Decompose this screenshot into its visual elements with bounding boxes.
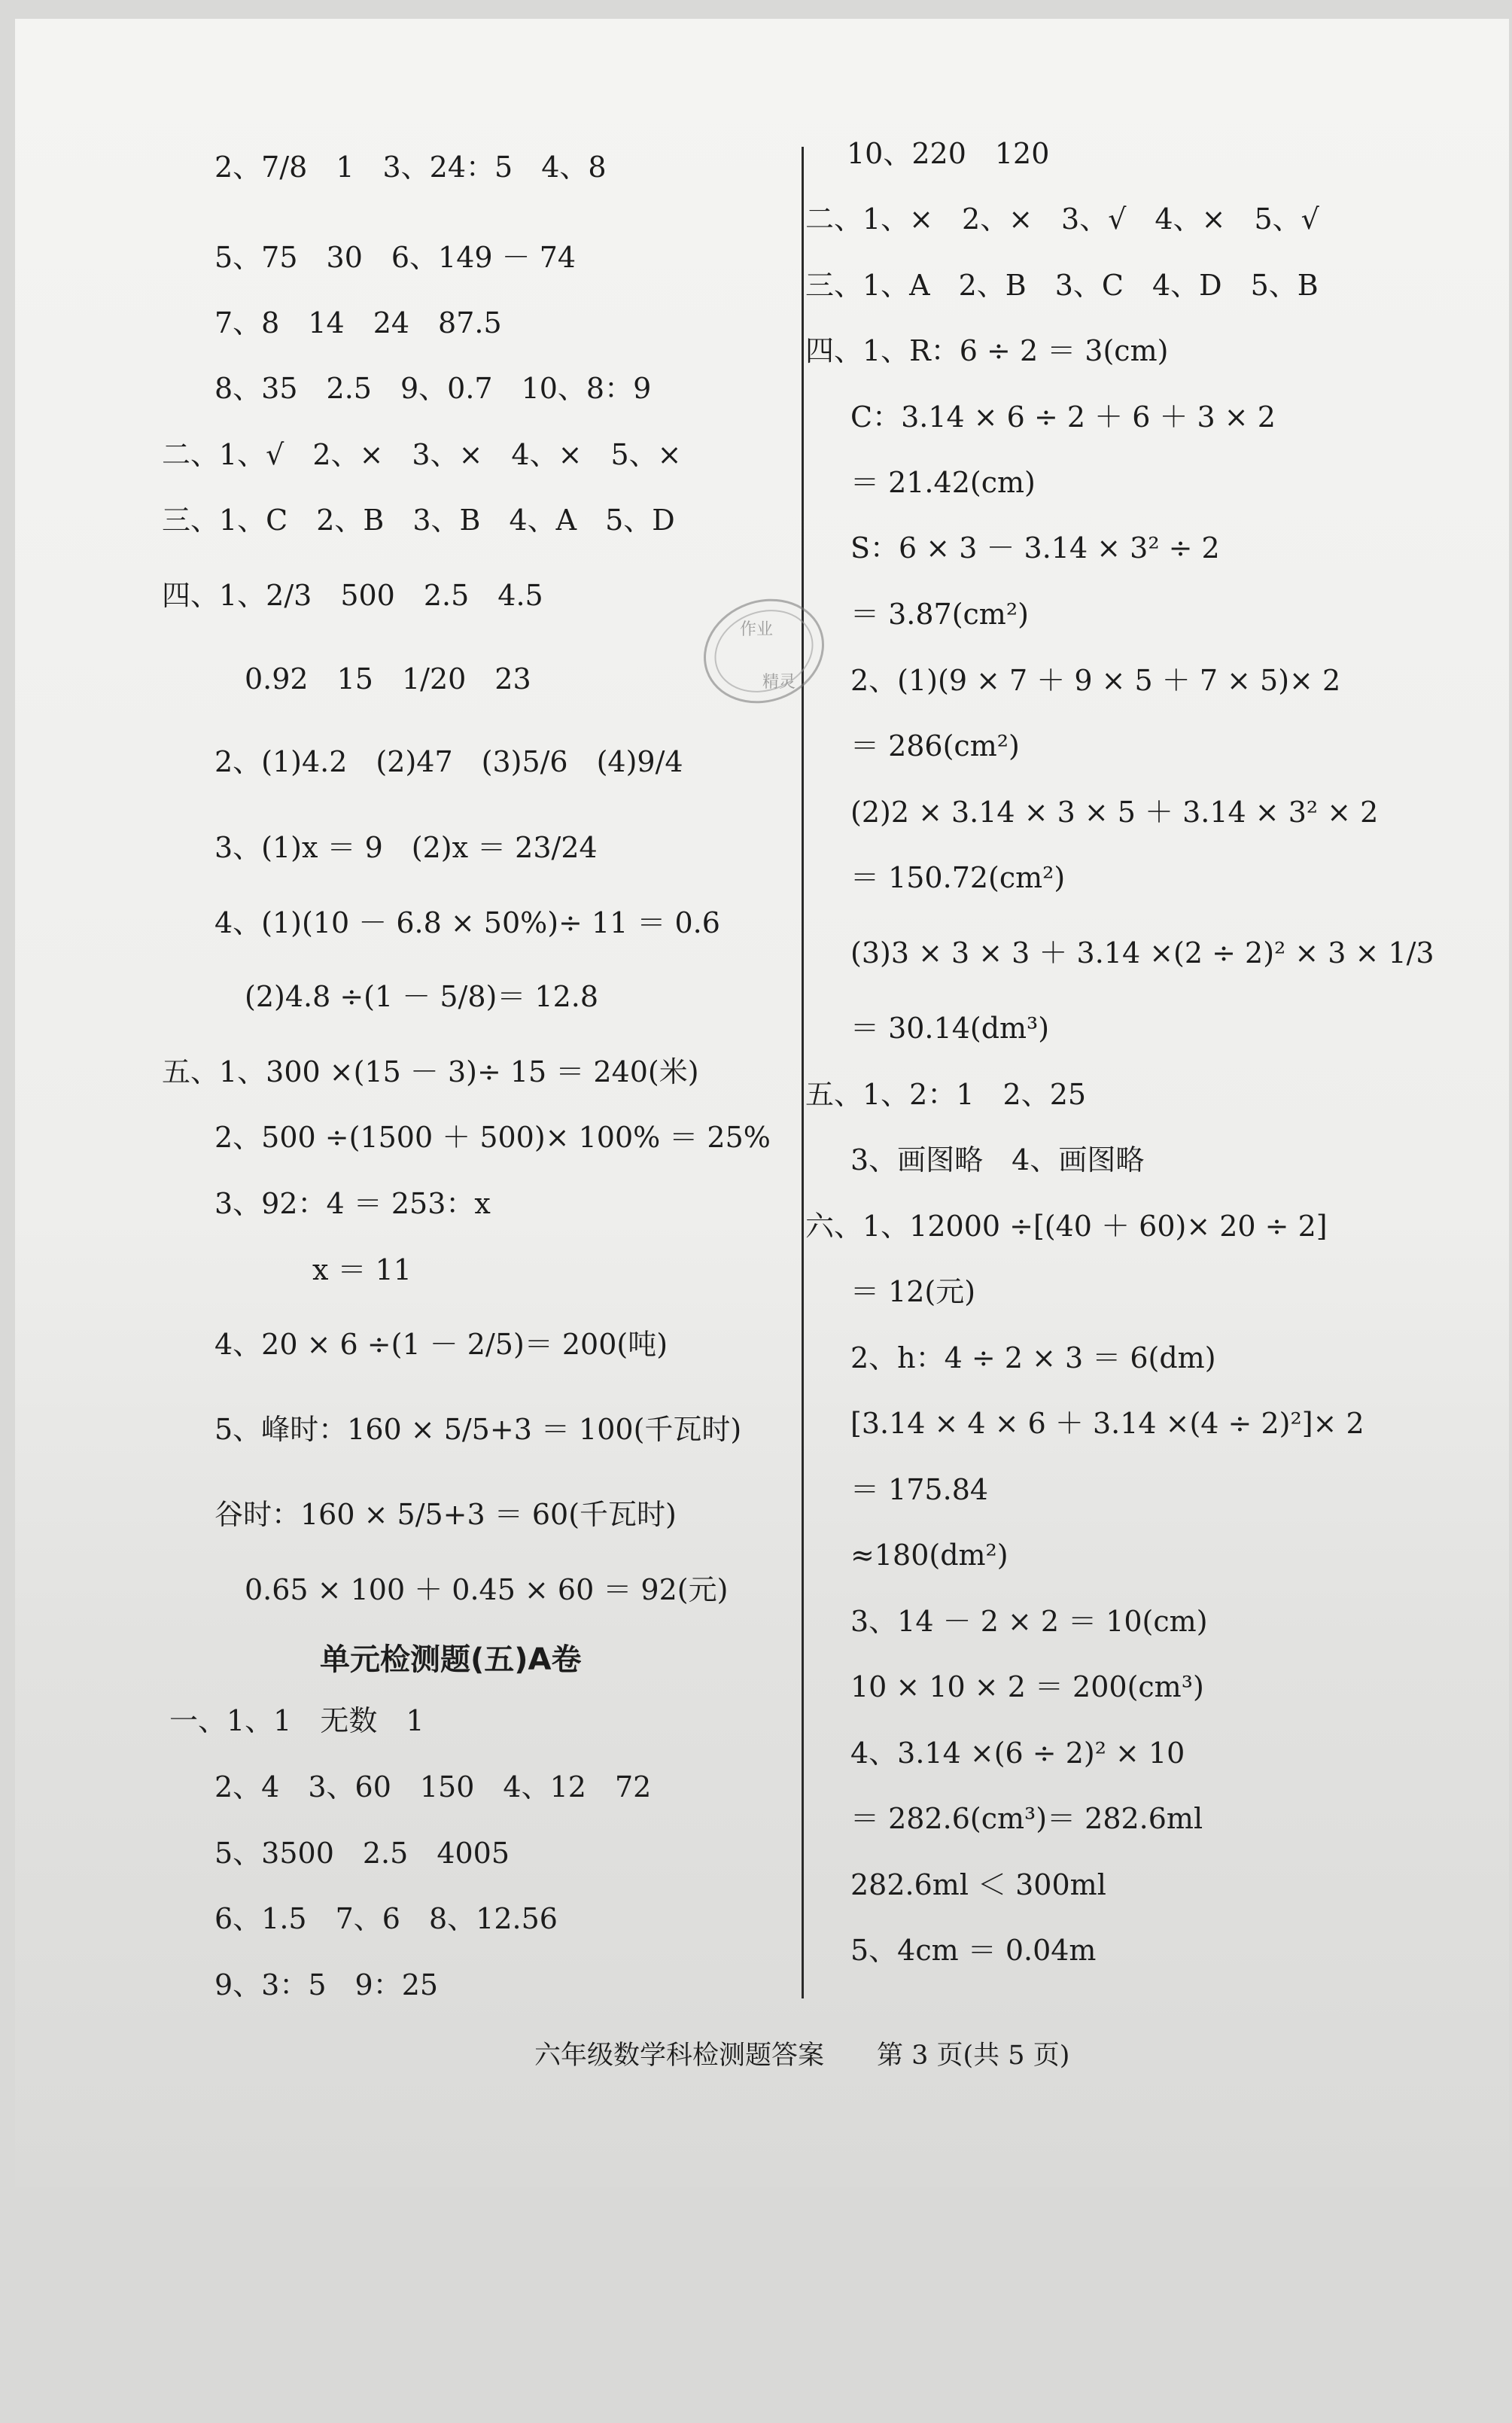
answer-line: 一、1、1 无数 1 xyxy=(169,1704,424,1737)
answer-line: 谷时：160 × 5/5+3 ＝ 60(千瓦时) xyxy=(214,1498,677,1531)
answer-line: 2、7/8 1 3、24：5 4、8 xyxy=(214,151,607,184)
answer-line: 三、1、C 2、B 3、B 4、A 5、D xyxy=(162,504,675,537)
answer-line: 四、1、2/3 500 2.5 4.5 xyxy=(162,579,543,612)
section-title: 单元检测题(五)A卷 xyxy=(320,1642,582,1677)
answer-line: 10、220 120 xyxy=(847,137,1050,170)
answer-line: 7、8 14 24 87.5 xyxy=(214,306,502,339)
answer-line: (3)3 × 3 × 3 ＋ 3.14 ×(2 ÷ 2)² × 3 × 1/3 xyxy=(850,936,1434,970)
answer-line: 4、3.14 ×(6 ÷ 2)² × 10 xyxy=(850,1737,1185,1770)
answer-line: 四、1、R：6 ÷ 2 ＝ 3(cm) xyxy=(805,334,1169,367)
answer-line: 五、1、300 ×(15 － 3)÷ 15 ＝ 240(米) xyxy=(162,1055,699,1088)
answer-line: 2、(1)(9 × 7 ＋ 9 × 5 ＋ 7 × 5)× 2 xyxy=(850,664,1341,697)
answer-line: (2)4.8 ÷(1 － 5/8)＝ 12.8 xyxy=(245,980,599,1013)
answer-line: 0.65 × 100 ＋ 0.45 × 60 ＝ 92(元) xyxy=(245,1573,729,1606)
stamp-logo-icon xyxy=(696,591,832,711)
answer-line: 2、(1)4.2 (2)47 (3)5/6 (4)9/4 xyxy=(214,745,683,778)
answer-line: 9、3：5 9：25 xyxy=(214,1968,439,2001)
answer-line: 二、1、× 2、× 3、√ 4、× 5、√ xyxy=(805,202,1319,236)
answer-line: 10 × 10 × 2 ＝ 200(cm³) xyxy=(850,1670,1204,1703)
answer-line: ＝ 12(元) xyxy=(850,1275,976,1308)
answer-line: ＝ 21.42(cm) xyxy=(850,466,1036,499)
answer-line: 2、500 ÷(1500 ＋ 500)× 100% ＝ 25% xyxy=(214,1121,771,1154)
answer-line: ＝ 150.72(cm²) xyxy=(850,861,1066,894)
answer-line: 4、20 × 6 ÷(1 － 2/5)＝ 200(吨) xyxy=(214,1328,668,1361)
answer-line: x ＝ 11 xyxy=(312,1253,412,1286)
answer-line: ＝ 282.6(cm³)＝ 282.6ml xyxy=(850,1802,1203,1835)
answer-line: 二、1、√ 2、× 3、× 4、× 5、× xyxy=(162,438,682,471)
svg-text:作业: 作业 xyxy=(740,620,774,639)
answer-line: ＝ 3.87(cm²) xyxy=(850,598,1029,631)
column-divider xyxy=(802,147,804,1998)
answer-line: 五、1、2：1 2、25 xyxy=(805,1078,1087,1111)
answer-line: 8、35 2.5 9、0.7 10、8：9 xyxy=(214,372,652,405)
answer-line: ＝ 30.14(dm³) xyxy=(850,1012,1050,1045)
answer-line: 5、4cm ＝ 0.04m xyxy=(850,1934,1097,1967)
answer-line: 三、1、A 2、B 3、C 4、D 5、B xyxy=(805,269,1319,302)
answer-line: 3、(1)x ＝ 9 (2)x ＝ 23/24 xyxy=(214,831,598,864)
answer-line: 4、(1)(10 － 6.8 × 50%)÷ 11 ＝ 0.6 xyxy=(214,906,720,939)
answer-line: 3、画图略 4、画图略 xyxy=(850,1143,1145,1176)
answer-line: S：6 × 3 － 3.14 × 3² ÷ 2 xyxy=(850,531,1220,565)
answer-line: 3、92：4 ＝ 253：x xyxy=(214,1187,491,1220)
answer-line: 5、3500 2.5 4005 xyxy=(214,1837,510,1870)
answer-sheet-page xyxy=(15,19,1509,2187)
answer-line: (2)2 × 3.14 × 3 × 5 ＋ 3.14 × 3² × 2 xyxy=(850,796,1379,829)
answer-line: 3、14 － 2 × 2 ＝ 10(cm) xyxy=(850,1605,1208,1638)
page-footer: 六年级数学科检测题答案 第 3 页(共 5 页) xyxy=(534,2041,1070,2071)
answer-line: C：3.14 × 6 ÷ 2 ＋ 6 ＋ 3 × 2 xyxy=(850,400,1276,434)
answer-line: ≈180(dm²) xyxy=(850,1539,1009,1572)
answer-line: ＝ 286(cm²) xyxy=(850,729,1020,763)
answer-line: ＝ 175.84 xyxy=(850,1473,989,1506)
answer-line: [3.14 × 4 × 6 ＋ 3.14 ×(4 ÷ 2)²]× 2 xyxy=(850,1407,1364,1440)
answer-line: 六、1、12000 ÷[(40 ＋ 60)× 20 ÷ 2] xyxy=(805,1210,1328,1243)
answer-line: 5、75 30 6、149 － 74 xyxy=(214,241,577,274)
answer-line: 2、h：4 ÷ 2 × 3 ＝ 6(dm) xyxy=(850,1341,1216,1374)
answer-line: 5、峰时：160 × 5/5+3 ＝ 100(千瓦时) xyxy=(214,1413,742,1446)
svg-text:精灵: 精灵 xyxy=(762,673,796,692)
answer-line: 0.92 15 1/20 23 xyxy=(245,662,531,696)
answer-line: 282.6ml ＜ 300ml xyxy=(850,1868,1106,1901)
answer-line: 2、4 3、60 150 4、12 72 xyxy=(214,1770,652,1804)
answer-line: 6、1.5 7、6 8、12.56 xyxy=(214,1902,558,1935)
